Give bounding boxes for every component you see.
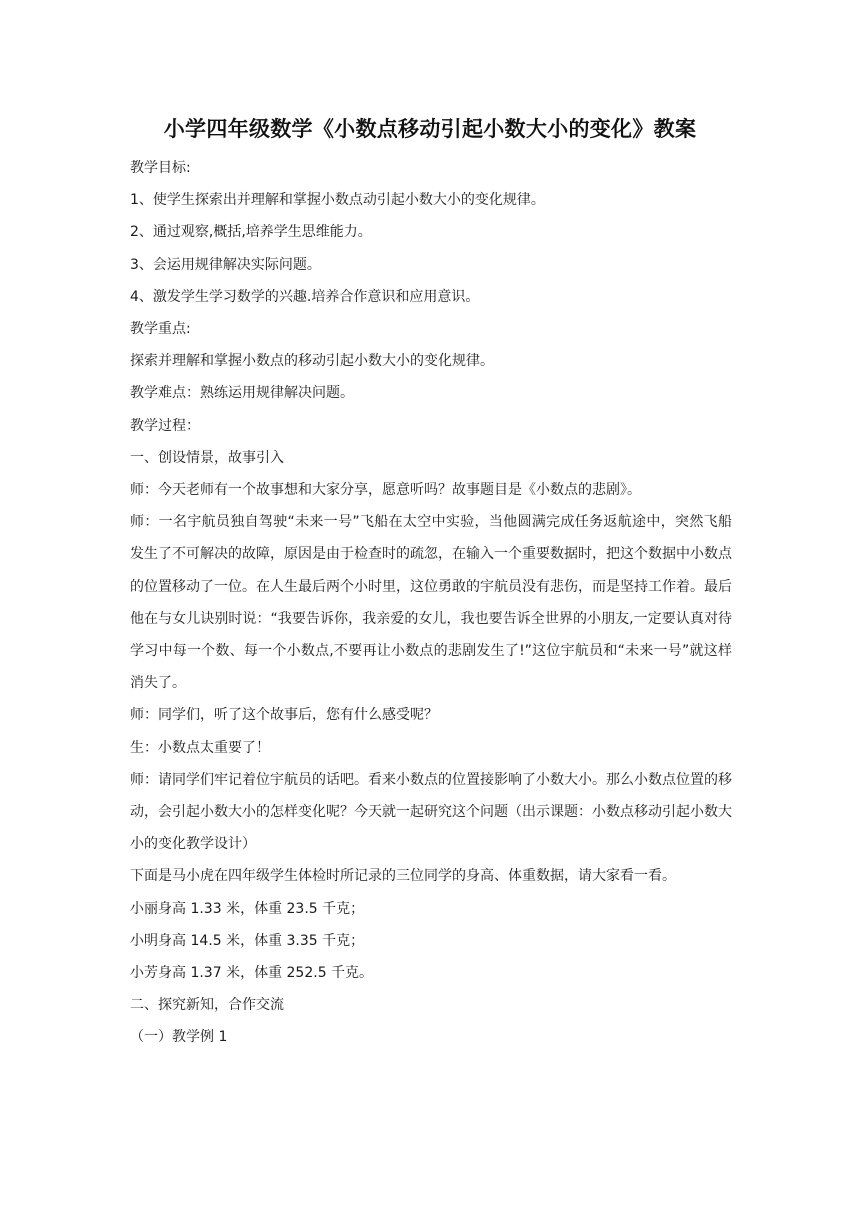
dialogue-paragraph: 师：同学们，听了这个故事后，您有什么感受呢？: [130, 707, 438, 724]
sub-step-heading: （一）教学例 1: [130, 1029, 228, 1046]
dialogue-paragraph: 生：小数点太重要了！: [130, 739, 270, 756]
data-line: 小明身高 14.5 米，体重 3.35 千克；: [130, 932, 365, 949]
dialogue-paragraph: 师：今天老师有一个故事想和大家分享，愿意听吗？故事题目是《小数点的悲剧》。: [130, 482, 641, 499]
section-heading-objectives: 教学目标:: [130, 160, 191, 176]
data-line: 小丽身高 1.33 米，体重 23.5 千克；: [130, 900, 365, 917]
section-heading-key-points: 教学重点:: [130, 321, 191, 338]
key-points-text: 探索并理解和掌握小数点的移动引起小数大小的变化规律。: [130, 353, 494, 370]
document-body: [130, 152, 732, 1054]
step-heading: 二、探究新知，合作交流: [130, 997, 284, 1014]
document-title: 小学四年级数学《小数点移动引起小数大小的变化》教案: [163, 117, 697, 141]
objective-item: 4、激发学生学习数学的兴趣.培养合作意识和应用意识。: [130, 288, 480, 305]
difficulty-text: 教学难点：熟练运用规律解决问题。: [130, 385, 354, 402]
story-paragraph: 师：一名宇航员独自驾驶“未来一号”飞船在太空中实验，当他圆满完成任务返航途中，突然飞船发生了不可解决的故障，原因是由于检查时的疏忽，在输入一个重要数据时，把这个数据中小数点的位置移动了一位。在人生最后两个小时里，这位勇敢的宇航员没有悲伤，而是坚持工作着。最后他在与女儿诀别时说：“我要告诉你，我亲爱的女儿，我也要告诉全世界的小朋友,一定要认真对待学习中每一个数、每一个小数点,不要再让小数点的悲剧发生了!”这位宇航员和“未来一号”就这样消失了。: [130, 514, 732, 692]
objective-item: 2、通过观察,概括,培养学生思维能力。: [130, 224, 372, 241]
body-paragraph: 下面是马小虎在四年级学生体检时所记录的三位同学的身高、体重数据，请大家看一看。: [130, 868, 676, 885]
step-heading: 一、创设情景，故事引入: [130, 449, 284, 466]
data-line: 小芳身高 1.37 米，体重 252.5 千克。: [130, 965, 374, 982]
objective-item: 3、会运用规律解决实际问题。: [130, 256, 321, 273]
dialogue-paragraph: 师：请同学们牢记着位宇航员的话吧。看来小数点的位置接影响了小数大小。那么小数点位置的移动，会引起小数大小的怎样变化呢？今天就一起研究这个问题（出示课题：小数点移动引起小数大小的变化教学设计）: [130, 771, 732, 853]
section-heading-process: 教学过程：: [130, 417, 200, 434]
objective-item: 1、使学生探索出并理解和掌握小数点动引起小数大小的变化规律。: [130, 192, 545, 209]
